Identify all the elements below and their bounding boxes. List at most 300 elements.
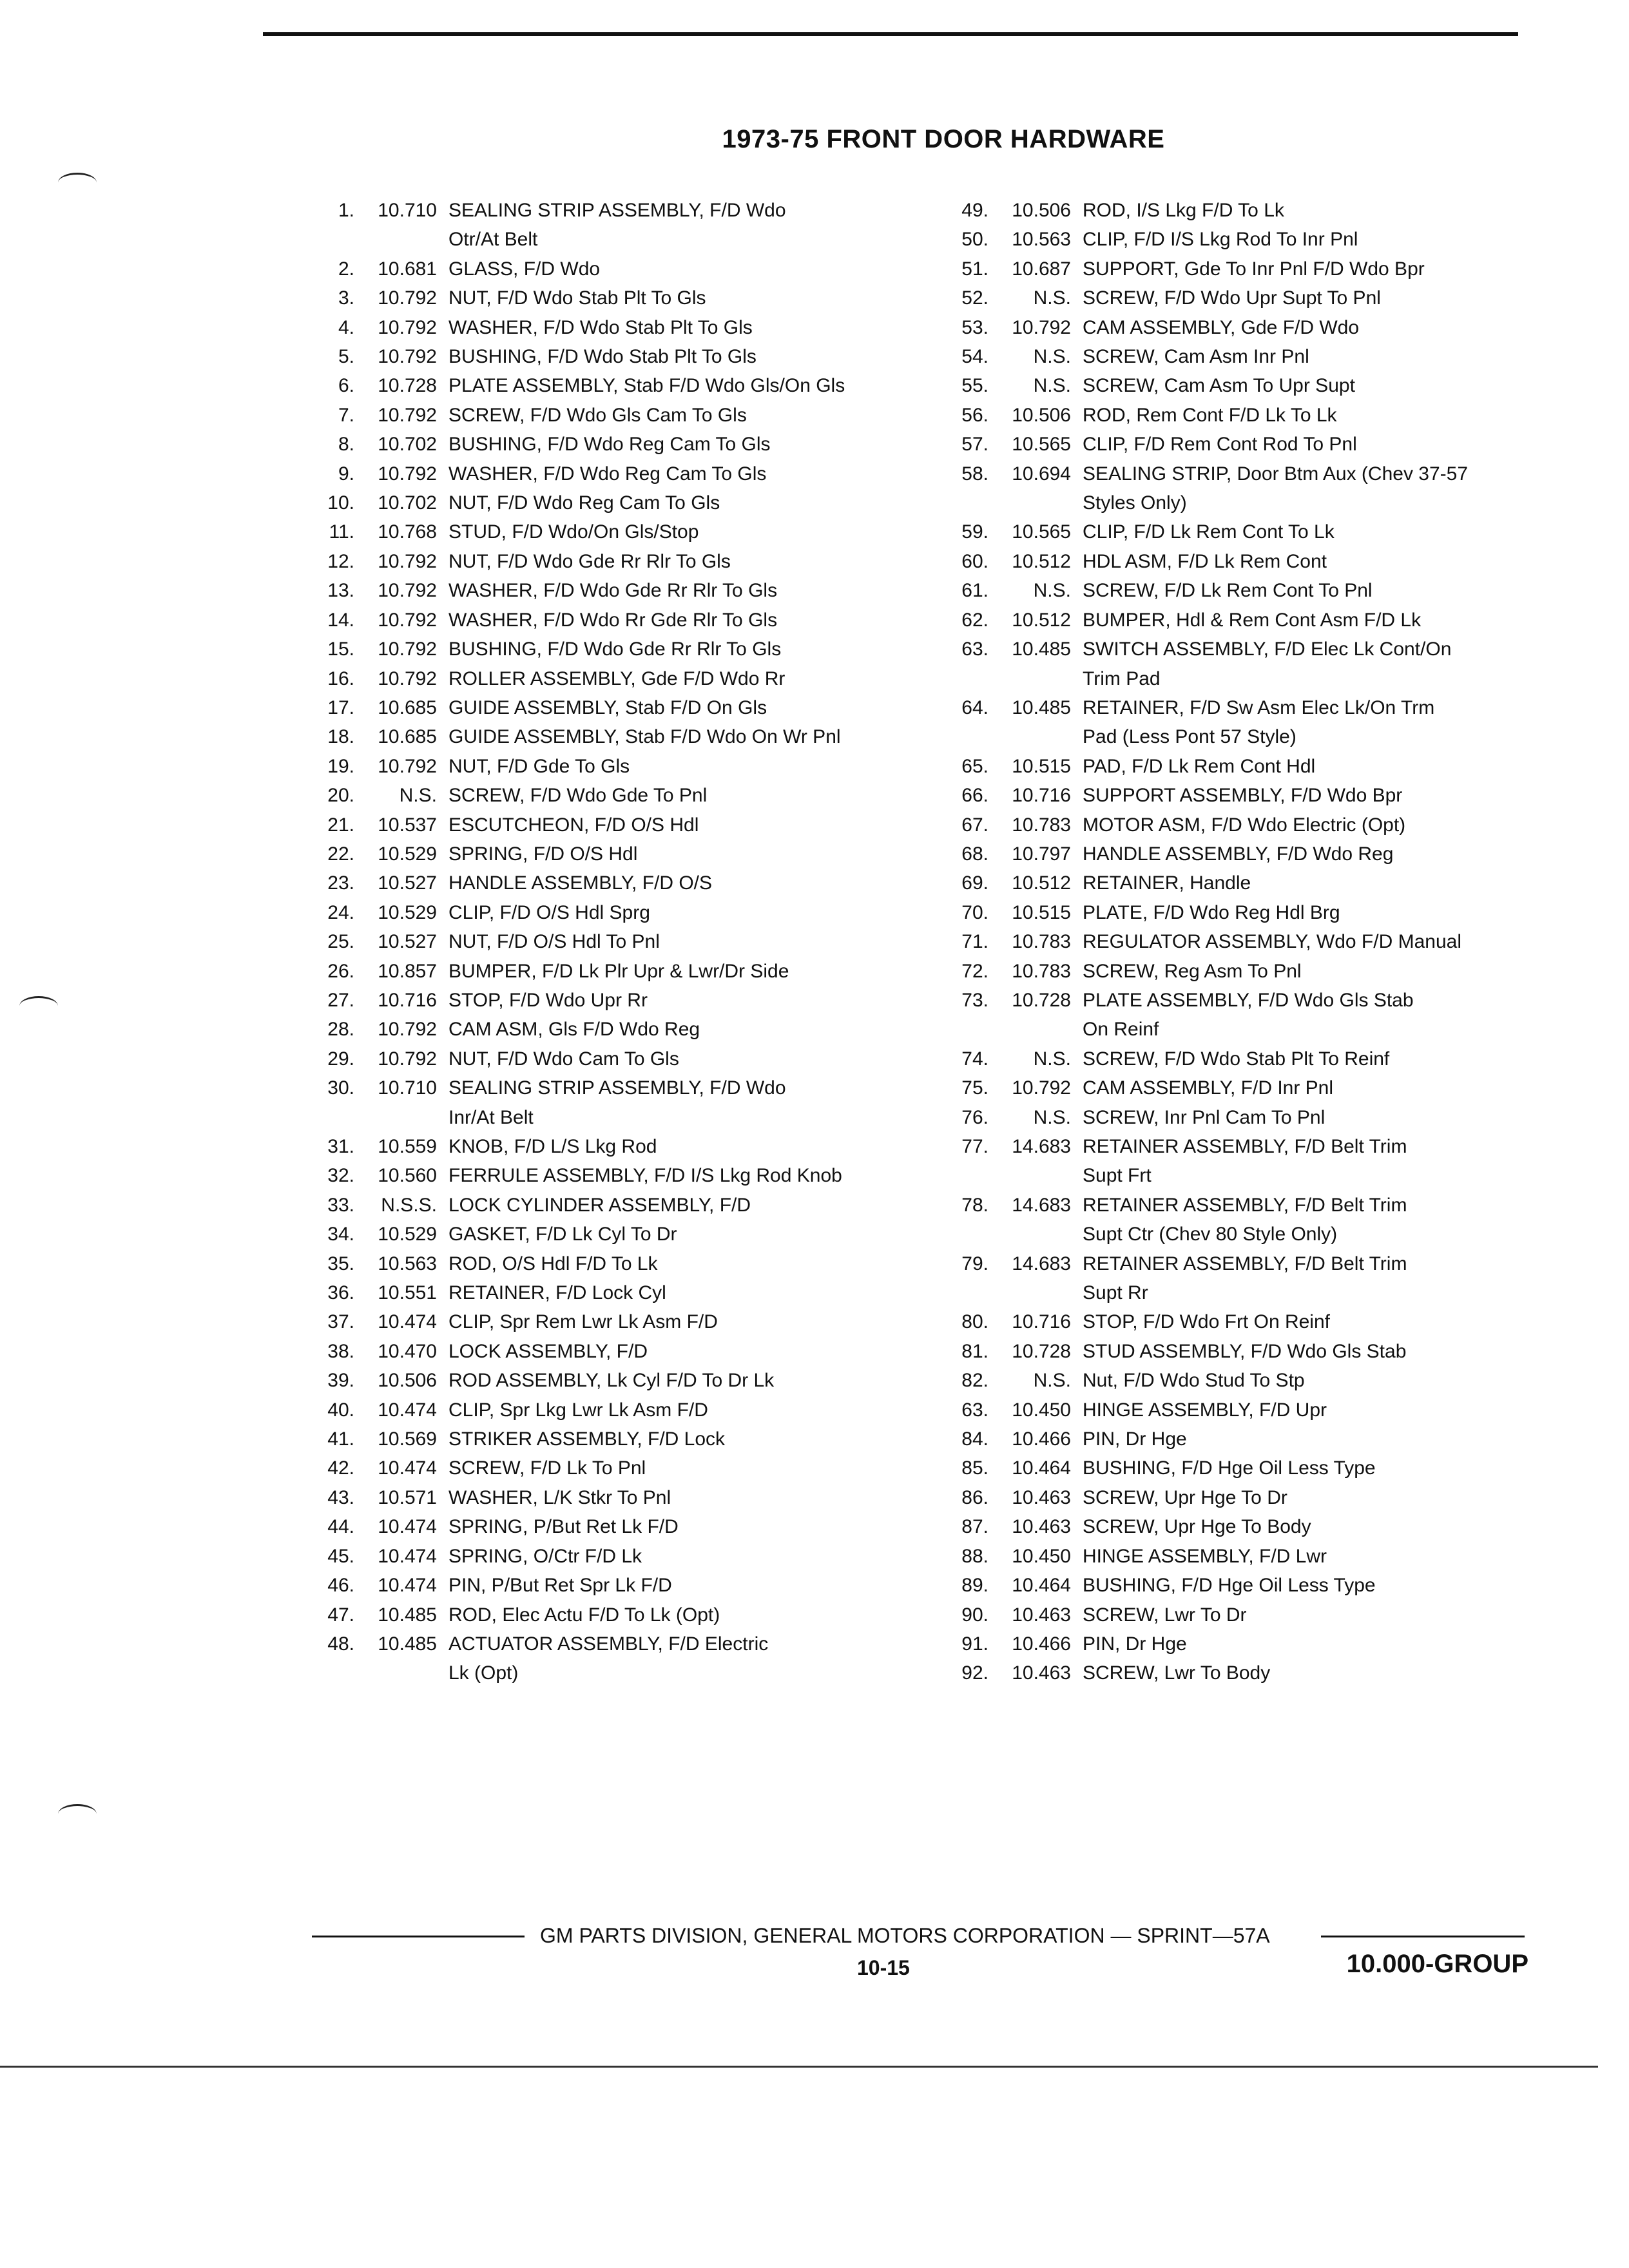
description-line: ESCUTCHEON, F/D O/S Hdl bbox=[448, 814, 699, 836]
list-item bbox=[308, 517, 927, 546]
item-number: 82. bbox=[961, 1370, 988, 1392]
part-group-code: 10.450 bbox=[1012, 1545, 1071, 1567]
part-description bbox=[448, 957, 927, 986]
page-number: 10-15 bbox=[857, 1956, 910, 1979]
list-item bbox=[942, 898, 1535, 927]
description-line: ROD, Elec Actu F/D To Lk (Opt) bbox=[448, 1604, 720, 1626]
list-item bbox=[942, 1249, 1535, 1308]
list-item bbox=[942, 927, 1535, 956]
item-number: 59. bbox=[961, 521, 988, 543]
part-group-code: 10.569 bbox=[378, 1428, 437, 1450]
part-group-code: 10.474 bbox=[378, 1516, 437, 1538]
item-number: 47. bbox=[327, 1604, 354, 1626]
part-group-code: 10.512 bbox=[1012, 609, 1071, 631]
item-number: 62. bbox=[961, 609, 988, 631]
list-item bbox=[308, 1454, 927, 1483]
item-number: 81. bbox=[961, 1340, 988, 1362]
item-number: 69. bbox=[961, 872, 988, 894]
part-group-code: 10.527 bbox=[378, 931, 437, 953]
part-description bbox=[1083, 898, 1535, 927]
part-description bbox=[448, 284, 927, 312]
description-line: SCREW, Cam Asm To Upr Supt bbox=[1083, 375, 1355, 397]
item-number: 67. bbox=[961, 814, 988, 836]
description-line: ROD, I/S Lkg F/D To Lk bbox=[1083, 200, 1284, 221]
description-line: NUT, F/D Gde To Gls bbox=[448, 755, 630, 777]
part-group-code: 10.685 bbox=[378, 726, 437, 748]
list-item bbox=[942, 517, 1535, 546]
item-number: 27. bbox=[327, 989, 354, 1011]
list-item bbox=[308, 1600, 927, 1629]
part-group-code: 10.716 bbox=[1012, 1311, 1071, 1333]
part-group-code: 10.560 bbox=[378, 1165, 437, 1187]
part-group-code: N.S. bbox=[1033, 1370, 1071, 1392]
part-description bbox=[448, 459, 927, 488]
part-description bbox=[1083, 401, 1535, 430]
description-line: BUSHING, F/D Hge Oil Less Type bbox=[1083, 1457, 1376, 1479]
list-item bbox=[942, 313, 1535, 342]
part-group-code: 10.450 bbox=[1012, 1399, 1071, 1421]
item-number: 13. bbox=[327, 580, 354, 602]
description-line: HANDLE ASSEMBLY, F/D Wdo Reg bbox=[1083, 843, 1394, 865]
part-description bbox=[448, 1483, 927, 1512]
part-description bbox=[1083, 1454, 1535, 1483]
description-line: MOTOR ASM, F/D Wdo Electric (Opt) bbox=[1083, 814, 1406, 836]
part-group-code: N.S. bbox=[1033, 580, 1071, 602]
punch-mark-middle bbox=[19, 996, 58, 1016]
item-number: 84. bbox=[961, 1428, 988, 1450]
bottom-rule bbox=[0, 2066, 1598, 2068]
part-description bbox=[1083, 284, 1535, 312]
description-line: SEALING STRIP ASSEMBLY, F/D Wdo bbox=[448, 1077, 786, 1099]
item-number: 74. bbox=[961, 1048, 988, 1070]
part-description bbox=[1083, 371, 1535, 400]
description-line: STOP, F/D Wdo Upr Rr bbox=[448, 989, 648, 1011]
description-line: CLIP, Spr Lkg Lwr Lk Asm F/D bbox=[448, 1399, 708, 1421]
part-group-code: 10.464 bbox=[1012, 1457, 1071, 1479]
part-group-code: 10.792 bbox=[378, 609, 437, 631]
part-group-code: 10.485 bbox=[378, 1604, 437, 1626]
description-line: RETAINER ASSEMBLY, F/D Belt Trim bbox=[1083, 1136, 1407, 1157]
part-description bbox=[1083, 459, 1535, 518]
item-number: 8. bbox=[338, 434, 354, 456]
list-item bbox=[308, 1278, 927, 1307]
item-number: 56. bbox=[961, 404, 988, 426]
part-description bbox=[1083, 840, 1535, 869]
part-group-code: 14.683 bbox=[1012, 1194, 1071, 1216]
item-number: 73. bbox=[961, 989, 988, 1011]
part-description bbox=[1083, 1396, 1535, 1425]
part-group-code: 10.857 bbox=[378, 960, 437, 982]
part-group-code: 10.716 bbox=[1012, 785, 1071, 807]
part-description bbox=[448, 1249, 927, 1278]
part-group-code: N.S. bbox=[1033, 1106, 1071, 1128]
part-group-code: 10.792 bbox=[378, 287, 437, 309]
part-description bbox=[448, 664, 927, 693]
description-line: GASKET, F/D Lk Cyl To Dr bbox=[448, 1224, 677, 1245]
item-number: 9. bbox=[338, 463, 354, 485]
description-line: WASHER, F/D Wdo Gde Rr Rlr To Gls bbox=[448, 580, 778, 602]
part-group-code: 10.792 bbox=[1012, 316, 1071, 338]
part-group-code: 10.463 bbox=[1012, 1516, 1071, 1538]
part-group-code: 10.563 bbox=[378, 1253, 437, 1274]
list-item bbox=[942, 1396, 1535, 1425]
list-item bbox=[308, 811, 927, 840]
description-line: WASHER, F/D Wdo Stab Plt To Gls bbox=[448, 316, 753, 338]
part-description bbox=[1083, 1629, 1535, 1658]
part-group-code: 10.563 bbox=[1012, 229, 1071, 251]
item-number: 64. bbox=[961, 697, 988, 718]
description-line: Supt Rr bbox=[1083, 1282, 1148, 1304]
item-number: 70. bbox=[961, 901, 988, 923]
description-line: CLIP, F/D Rem Cont Rod To Pnl bbox=[1083, 434, 1357, 456]
item-number: 58. bbox=[961, 463, 988, 485]
part-description bbox=[1083, 1337, 1535, 1366]
item-number: 3. bbox=[338, 287, 354, 309]
list-item bbox=[308, 664, 927, 693]
list-item bbox=[942, 1073, 1535, 1102]
part-description bbox=[1083, 693, 1535, 752]
item-number: 87. bbox=[961, 1516, 988, 1538]
description-line: PIN, P/But Ret Spr Lk F/D bbox=[448, 1575, 672, 1597]
list-item bbox=[308, 284, 927, 312]
part-description bbox=[448, 1512, 927, 1541]
part-group-code: 10.792 bbox=[378, 550, 437, 572]
part-description bbox=[1083, 1571, 1535, 1600]
part-group-code: 10.559 bbox=[378, 1136, 437, 1157]
list-item bbox=[942, 1483, 1535, 1512]
list-item bbox=[942, 752, 1535, 781]
list-item bbox=[308, 1132, 927, 1161]
part-description bbox=[448, 1073, 927, 1132]
part-description bbox=[448, 898, 927, 927]
description-line: WASHER, F/D Wdo Reg Cam To Gls bbox=[448, 463, 767, 485]
list-item bbox=[308, 1483, 927, 1512]
list-item bbox=[308, 722, 927, 751]
description-line: SCREW, Lwr To Body bbox=[1083, 1662, 1271, 1684]
item-number: 37. bbox=[327, 1311, 354, 1333]
part-description bbox=[448, 781, 927, 810]
list-item bbox=[308, 196, 927, 255]
part-group-code: 10.474 bbox=[378, 1399, 437, 1421]
description-line: SPRING, O/Ctr F/D Lk bbox=[448, 1545, 642, 1567]
part-group-code: 10.537 bbox=[378, 814, 437, 836]
description-line: LOCK ASSEMBLY, F/D bbox=[448, 1340, 648, 1362]
description-line: STOP, F/D Wdo Frt On Reinf bbox=[1083, 1311, 1330, 1333]
part-description bbox=[448, 430, 927, 459]
item-number: 80. bbox=[961, 1311, 988, 1333]
list-item bbox=[942, 869, 1535, 898]
item-number: 91. bbox=[961, 1633, 988, 1655]
list-item bbox=[942, 1132, 1535, 1191]
part-description bbox=[448, 752, 927, 781]
description-line: ACTUATOR ASSEMBLY, F/D Electric bbox=[448, 1633, 769, 1655]
description-line: On Reinf bbox=[1083, 1019, 1159, 1041]
part-group-code: 10.710 bbox=[378, 200, 437, 221]
item-number: 53. bbox=[961, 316, 988, 338]
list-item bbox=[308, 488, 927, 517]
part-description bbox=[1083, 1103, 1535, 1132]
description-line: CLIP, Spr Rem Lwr Lk Asm F/D bbox=[448, 1311, 718, 1333]
description-line: Supt Frt bbox=[1083, 1165, 1152, 1187]
part-group-code: N.S. bbox=[1033, 1048, 1071, 1070]
list-item bbox=[942, 1454, 1535, 1483]
part-group-code: N.S. bbox=[1033, 375, 1071, 397]
description-line: SPRING, F/D O/S Hdl bbox=[448, 843, 638, 865]
item-number: 48. bbox=[327, 1633, 354, 1655]
item-number: 57. bbox=[961, 434, 988, 456]
description-line: ROD, Rem Cont F/D Lk To Lk bbox=[1083, 404, 1337, 426]
part-description bbox=[1083, 811, 1535, 840]
part-description bbox=[448, 1542, 927, 1571]
list-item bbox=[308, 342, 927, 371]
description-line: SCREW, F/D Wdo Stab Plt To Reinf bbox=[1083, 1048, 1390, 1070]
description-line: RETAINER, Handle bbox=[1083, 872, 1251, 894]
item-number: 46. bbox=[327, 1575, 354, 1597]
part-description bbox=[1083, 313, 1535, 342]
list-item bbox=[942, 811, 1535, 840]
description-line: RETAINER ASSEMBLY, F/D Belt Trim bbox=[1083, 1194, 1407, 1216]
list-item bbox=[942, 196, 1535, 225]
item-number: 17. bbox=[327, 697, 354, 718]
list-item bbox=[308, 1044, 927, 1073]
part-group-code: 10.485 bbox=[378, 1633, 437, 1655]
description-line: SWITCH ASSEMBLY, F/D Elec Lk Cont/On bbox=[1083, 639, 1452, 660]
list-item bbox=[308, 986, 927, 1015]
part-description bbox=[1083, 635, 1535, 693]
list-item bbox=[942, 225, 1535, 254]
description-line: PIN, Dr Hge bbox=[1083, 1633, 1187, 1655]
part-group-code: 14.683 bbox=[1012, 1136, 1071, 1157]
part-description bbox=[448, 1600, 927, 1629]
list-item bbox=[308, 840, 927, 869]
list-item bbox=[942, 1366, 1535, 1395]
description-line: NUT, F/D Wdo Cam To Gls bbox=[448, 1048, 679, 1070]
item-number: 75. bbox=[961, 1077, 988, 1099]
description-line: GUIDE ASSEMBLY, Stab F/D Wdo On Wr Pnl bbox=[448, 726, 841, 748]
top-rule bbox=[263, 32, 1518, 36]
description-line: PLATE ASSEMBLY, Stab F/D Wdo Gls/On Gls bbox=[448, 375, 845, 397]
list-item bbox=[942, 459, 1535, 518]
description-line: SCREW, Lwr To Dr bbox=[1083, 1604, 1247, 1626]
item-number: 43. bbox=[327, 1486, 354, 1508]
description-line: SCREW, F/D Wdo Upr Supt To Pnl bbox=[1083, 287, 1381, 309]
page-title: 1973-75 FRONT DOOR HARDWARE bbox=[722, 125, 1165, 153]
part-group-code: 10.792 bbox=[378, 316, 437, 338]
item-number: 19. bbox=[327, 755, 354, 777]
part-group-code: 10.792 bbox=[378, 668, 437, 689]
list-item bbox=[942, 401, 1535, 430]
part-group-code: 10.551 bbox=[378, 1282, 437, 1304]
parts-list-left bbox=[308, 196, 927, 1688]
part-description bbox=[448, 811, 927, 840]
part-group-code: 10.792 bbox=[378, 346, 437, 368]
part-group-code: 14.683 bbox=[1012, 1253, 1071, 1274]
description-line: BUMPER, F/D Lk Plr Upr & Lwr/Dr Side bbox=[448, 960, 789, 982]
part-group-code: 10.474 bbox=[378, 1545, 437, 1567]
list-item bbox=[942, 342, 1535, 371]
item-number: 12. bbox=[327, 550, 354, 572]
part-description bbox=[1083, 547, 1535, 576]
description-line: HANDLE ASSEMBLY, F/D O/S bbox=[448, 872, 713, 894]
part-description bbox=[448, 1044, 927, 1073]
part-description bbox=[448, 927, 927, 956]
part-group-code: 10.485 bbox=[1012, 639, 1071, 660]
description-line: PIN, Dr Hge bbox=[1083, 1428, 1187, 1450]
part-group-code: 10.728 bbox=[1012, 1340, 1071, 1362]
part-description bbox=[1083, 1658, 1535, 1687]
item-number: 36. bbox=[327, 1282, 354, 1304]
item-number: 41. bbox=[327, 1428, 354, 1450]
part-description bbox=[448, 1015, 927, 1044]
part-description bbox=[1083, 1425, 1535, 1454]
item-number: 18. bbox=[327, 726, 354, 748]
part-description bbox=[1083, 606, 1535, 635]
part-description bbox=[1083, 1512, 1535, 1541]
list-item bbox=[308, 1571, 927, 1600]
item-number: 29. bbox=[327, 1048, 354, 1070]
list-item bbox=[308, 869, 927, 898]
part-group-code: 10.470 bbox=[378, 1340, 437, 1362]
item-number: 63. bbox=[961, 639, 988, 660]
part-description bbox=[448, 401, 927, 430]
list-item bbox=[308, 1161, 927, 1190]
item-number: 33. bbox=[327, 1194, 354, 1216]
part-description bbox=[1083, 1600, 1535, 1629]
description-line: SCREW, F/D Lk Rem Cont To Pnl bbox=[1083, 580, 1373, 602]
part-description bbox=[448, 1571, 927, 1600]
part-description bbox=[1083, 1191, 1535, 1249]
description-line: GUIDE ASSEMBLY, Stab F/D On Gls bbox=[448, 697, 767, 718]
part-group-code: 10.512 bbox=[1012, 872, 1071, 894]
part-group-code: 10.702 bbox=[378, 492, 437, 514]
part-description bbox=[448, 1629, 927, 1688]
list-item bbox=[308, 313, 927, 342]
list-item bbox=[942, 284, 1535, 312]
description-line: PLATE, F/D Wdo Reg Hdl Brg bbox=[1083, 901, 1340, 923]
description-line: SCREW, Reg Asm To Pnl bbox=[1083, 960, 1302, 982]
description-line: CLIP, F/D Lk Rem Cont To Lk bbox=[1083, 521, 1335, 543]
item-number: 23. bbox=[327, 872, 354, 894]
description-line: STUD, F/D Wdo/On Gls/Stop bbox=[448, 521, 699, 543]
list-item bbox=[308, 1366, 927, 1395]
description-line: RETAINER, F/D Sw Asm Elec Lk/On Trm bbox=[1083, 697, 1435, 718]
list-item bbox=[942, 606, 1535, 635]
part-group-code: 10.466 bbox=[1012, 1428, 1071, 1450]
description-line: CLIP, F/D I/S Lkg Rod To Inr Pnl bbox=[1083, 229, 1358, 251]
part-description bbox=[1083, 1307, 1535, 1336]
description-line: BUSHING, F/D Wdo Gde Rr Rlr To Gls bbox=[448, 639, 782, 660]
part-description bbox=[448, 488, 927, 517]
description-line: SEALING STRIP, Door Btm Aux (Chev 37-57 bbox=[1083, 463, 1469, 485]
part-description bbox=[448, 1396, 927, 1425]
part-description bbox=[448, 196, 927, 255]
item-number: 24. bbox=[327, 901, 354, 923]
list-item bbox=[942, 430, 1535, 459]
part-group-code: 10.792 bbox=[1012, 1077, 1071, 1099]
part-group-code: 10.792 bbox=[378, 639, 437, 660]
part-group-code: 10.702 bbox=[378, 434, 437, 456]
part-group-code: 10.506 bbox=[378, 1370, 437, 1392]
description-line: REGULATOR ASSEMBLY, Wdo F/D Manual bbox=[1083, 931, 1461, 953]
part-group-code: 10.694 bbox=[1012, 463, 1071, 485]
part-group-code: 10.512 bbox=[1012, 550, 1071, 572]
description-line: NUT, F/D O/S Hdl To Pnl bbox=[448, 931, 660, 953]
description-line: STRIKER ASSEMBLY, F/D Lock bbox=[448, 1428, 726, 1450]
part-group-code: 10.474 bbox=[378, 1575, 437, 1597]
description-line: SUPPORT, Gde To Inr Pnl F/D Wdo Bpr bbox=[1083, 258, 1425, 280]
description-line: KNOB, F/D L/S Lkg Rod bbox=[448, 1136, 657, 1157]
description-line: SUPPORT ASSEMBLY, F/D Wdo Bpr bbox=[1083, 785, 1403, 807]
part-group-code: 10.783 bbox=[1012, 931, 1071, 953]
footer-rule-right bbox=[1321, 1936, 1525, 1937]
part-description bbox=[448, 1337, 927, 1366]
item-number: 90. bbox=[961, 1604, 988, 1626]
list-item bbox=[308, 1337, 927, 1366]
part-description bbox=[1083, 781, 1535, 810]
description-line: Pad (Less Pont 57 Style) bbox=[1083, 726, 1296, 748]
list-item bbox=[942, 957, 1535, 986]
part-description bbox=[1083, 869, 1535, 898]
list-item bbox=[308, 957, 927, 986]
list-item bbox=[942, 1307, 1535, 1336]
item-number: 31. bbox=[327, 1136, 354, 1157]
list-item bbox=[308, 576, 927, 605]
part-description bbox=[448, 1425, 927, 1454]
list-item bbox=[942, 576, 1535, 605]
part-group-code: 10.792 bbox=[378, 404, 437, 426]
item-number: 2. bbox=[338, 258, 354, 280]
item-number: 5. bbox=[338, 346, 354, 368]
description-line: SCREW, Cam Asm Inr Pnl bbox=[1083, 346, 1309, 368]
part-description bbox=[1083, 1132, 1535, 1191]
description-line: STUD ASSEMBLY, F/D Wdo Gls Stab bbox=[1083, 1340, 1407, 1362]
part-group-code: 10.565 bbox=[1012, 521, 1071, 543]
part-description bbox=[1083, 1483, 1535, 1512]
item-number: 63. bbox=[961, 1399, 988, 1421]
item-number: 35. bbox=[327, 1253, 354, 1274]
part-description bbox=[1083, 752, 1535, 781]
part-description bbox=[448, 869, 927, 898]
part-group-code: N.S. bbox=[1033, 346, 1071, 368]
part-group-code: 10.571 bbox=[378, 1486, 437, 1508]
part-description bbox=[1083, 225, 1535, 254]
part-group-code: 10.529 bbox=[378, 843, 437, 865]
description-line: ROD, O/S Hdl F/D To Lk bbox=[448, 1253, 658, 1274]
part-description bbox=[448, 1220, 927, 1249]
list-item bbox=[942, 781, 1535, 810]
part-description bbox=[448, 1132, 927, 1161]
list-item bbox=[308, 547, 927, 576]
part-group-code: 10.768 bbox=[378, 521, 437, 543]
list-item bbox=[308, 371, 927, 400]
list-item bbox=[308, 1073, 927, 1132]
description-line: WASHER, F/D Wdo Rr Gde Rlr To Gls bbox=[448, 609, 778, 631]
description-line: SCREW, F/D Lk To Pnl bbox=[448, 1457, 646, 1479]
item-number: 7. bbox=[338, 404, 354, 426]
part-group-code: 10.792 bbox=[378, 755, 437, 777]
description-line: BUSHING, F/D Wdo Stab Plt To Gls bbox=[448, 346, 757, 368]
part-description bbox=[1083, 1044, 1535, 1073]
item-number: 61. bbox=[961, 580, 988, 602]
list-item bbox=[308, 255, 927, 284]
description-line: Styles Only) bbox=[1083, 492, 1187, 514]
item-number: 21. bbox=[327, 814, 354, 836]
part-group-code: 10.792 bbox=[378, 463, 437, 485]
part-description bbox=[448, 722, 927, 751]
part-description bbox=[448, 517, 927, 546]
description-line: Nut, F/D Wdo Stud To Stp bbox=[1083, 1370, 1305, 1392]
description-line: Lk (Opt) bbox=[448, 1662, 519, 1684]
